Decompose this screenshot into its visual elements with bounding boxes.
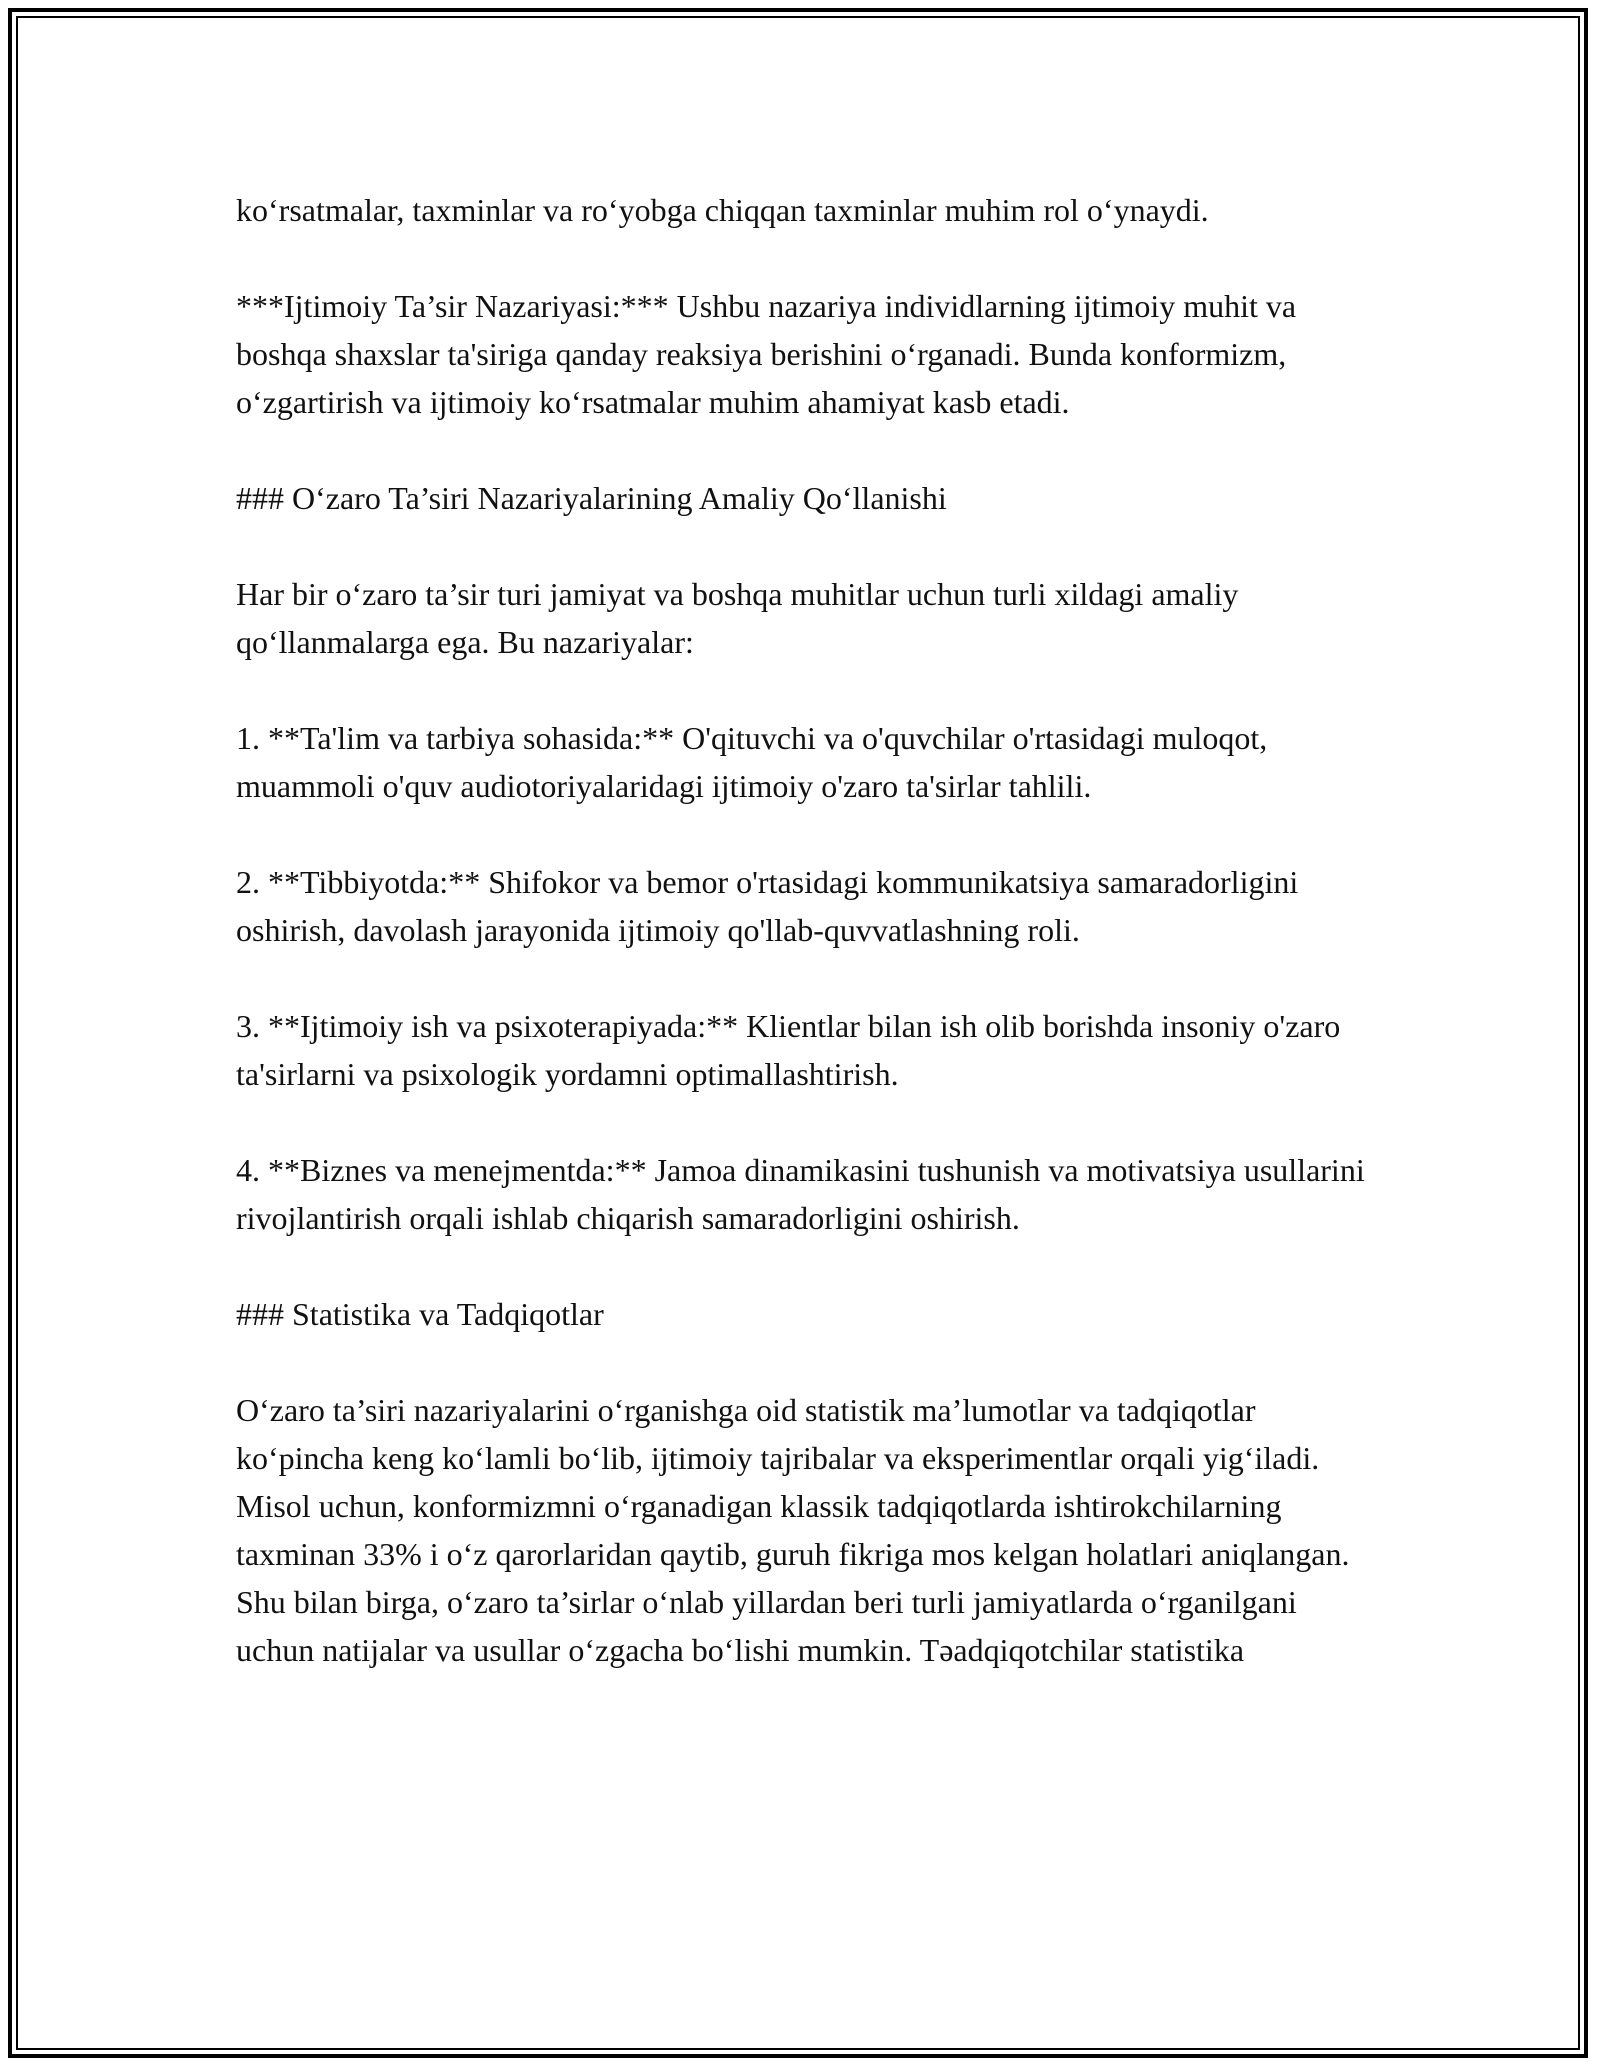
list-item-education: 1. **Ta'lim va tarbiya sohasida:** O'qituvchi va o'quvchilar o'rtasidagi muloqot, muammoli o'quv audiotoriyalaridagi ijtimoiy o'zaro ta'sirlar tahlili. — [236, 720, 1268, 804]
paragraph-social-influence-theory: ***Ijtimoiy Ta’sir Nazariyasi:*** Ushbu nazariya individlarning ijtimoiy muhit va boshqa shaxslar ta'siriga qanday reaksiya berishini o‘rganadi. Bunda konformizm, o‘zgartirish va ijtimoiy ko‘rsatmalar muhim ahamiyat kasb etadi. — [236, 288, 1297, 420]
heading-practical-applications: ### O‘zaro Ta’siri Nazariyalarining Amaliy Qo‘llanishi — [236, 480, 947, 516]
list-item-social-work: 3. **Ijtimoiy ish va psixoterapiyada:** Klientlar bilan ish olib borishda insoniy o'zaro ta'sirlarni va psixologik yordamni optimallashtirish. — [236, 1008, 1341, 1092]
list-item-business: 4. **Biznes va menejmentda:** Jamoa dinamikasini tushunish va motivatsiya usullarini rivojlantirish orqali ishlab chiqarish samaradorligini oshirish. — [236, 1152, 1365, 1236]
list-item-medicine: 2. **Tibbiyotda:** Shifokor va bemor o'rtasidagi kommunikatsiya samaradorligini oshirish, davolash jarayonida ijtimoiy qo'llab-quvvatlashning roli. — [236, 864, 1299, 948]
document-body — [236, 186, 1366, 1722]
heading-statistics-research: ### Statistika va Tadqiqotlar — [236, 1296, 604, 1332]
paragraph-applications-intro: Har bir o‘zaro ta’sir turi jamiyat va boshqa muhitlar uchun turli xildagi amaliy qo‘llanmalarga ega. Bu nazariyalar: — [236, 576, 1239, 660]
paragraph-statistics: O‘zaro ta’siri nazariyalarini o‘rganishga oid statistik ma’lumotlar va tadqiqotlar ko‘pincha keng ko‘lamli bo‘lib, ijtimoiy tajribalar va eksperimentlar orqali yig‘iladi. Misol uchun, konformizmni o‘rganadigan klassik tadqiqotlarda ishtirokchilarning taxminan 33% i o‘z qarorlaridan qaytib, guruh fikriga mos kelgan holatlari aniqlangan. Shu bilan birga, o‘zaro ta’sirlar o‘nlab yillardan beri turli jamiyatlarda o‘rganilgani uchun natijalar va usullar o‘zgacha bo‘lishi mumkin. Təadqiqotchilar statistika — [236, 1392, 1350, 1668]
paragraph-intro-continuation: ko‘rsatmalar, taxminlar va ro‘yobga chiqqan taxminlar muhim rol o‘ynaydi. — [236, 192, 1209, 228]
